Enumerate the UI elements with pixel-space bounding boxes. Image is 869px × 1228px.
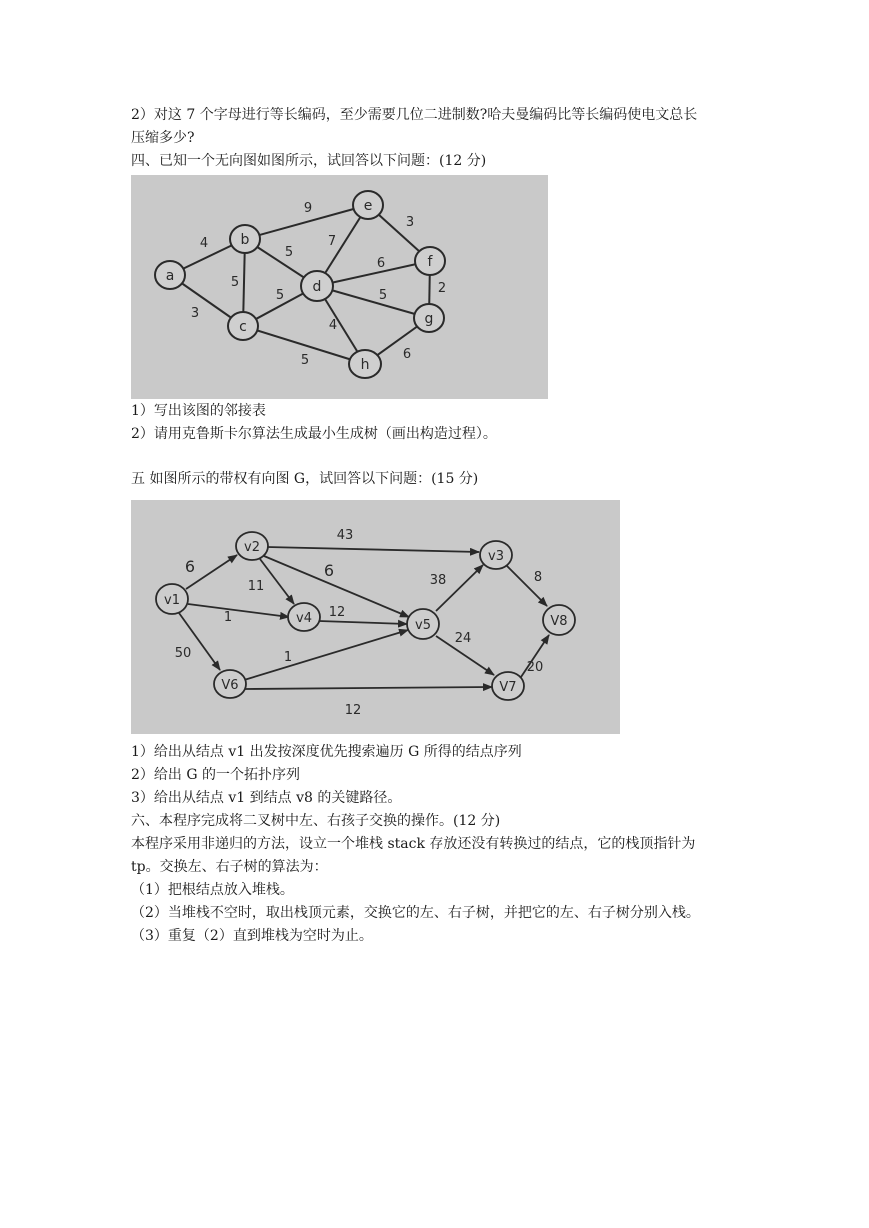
q5-title: 五 如图所示的带权有向图 G，试回答以下问题：(15 分) xyxy=(131,471,479,487)
weight-dh: 4 xyxy=(328,318,338,333)
weight-v5-v7: 24 xyxy=(454,631,472,646)
weight-fg: 2 xyxy=(437,281,447,296)
node-g-label: g xyxy=(424,311,434,327)
q6-title: 六、本程序完成将二叉树中左、右孩子交换的操作。(12 分) xyxy=(131,813,501,829)
q3-part2-line2: 压缩多少? xyxy=(131,130,195,146)
q4-title: 四、已知一个无向图如图所示，试回答以下问题：(12 分) xyxy=(131,153,487,169)
weight-ch: 5 xyxy=(300,353,310,368)
node-v2-label: v2 xyxy=(244,540,260,555)
weight-gh: 6 xyxy=(402,347,412,362)
node-h-label: h xyxy=(360,357,370,373)
q4-part1: 1）写出该图的邻接表 xyxy=(131,403,266,419)
directed-graph-svg xyxy=(131,500,620,734)
weight-v1-v6: 50 xyxy=(174,646,192,661)
q5-part3: 3）给出从结点 v1 到结点 v8 的关键路径。 xyxy=(131,790,402,806)
q5-part1: 1）给出从结点 v1 出发按深度优先搜索遍历 G 所得的结点序列 xyxy=(131,744,522,760)
weight-v2-v4: 11 xyxy=(247,579,265,594)
weight-be: 9 xyxy=(303,201,313,216)
q6-step3: （3）重复（2）直到堆栈为空时为止。 xyxy=(131,928,373,944)
edge-v6-v5 xyxy=(244,630,408,680)
weight-v2-v5: 6 xyxy=(323,561,335,580)
node-v5-label: v5 xyxy=(415,618,431,633)
weight-v7-v8: 20 xyxy=(526,660,544,675)
edge-v5-v3 xyxy=(436,565,483,611)
directed-graph-figure xyxy=(131,500,620,734)
node-a-label: a xyxy=(165,268,175,284)
weight-v3-v8: 8 xyxy=(533,570,543,585)
edge-v2-v3 xyxy=(267,547,479,552)
weight-ef: 3 xyxy=(405,215,415,230)
edge-df xyxy=(317,261,430,286)
weight-v1-v2: 6 xyxy=(184,557,196,576)
node-v3-label: v3 xyxy=(488,549,504,564)
q5-part2: 2）给出 G 的一个拓扑序列 xyxy=(131,767,300,783)
weight-de: 7 xyxy=(327,234,337,249)
node-d-label: d xyxy=(312,279,322,295)
weight-v2-v3: 43 xyxy=(336,528,354,543)
q6-paragraph-line1: 本程序采用非递归的方法，设立一个堆栈 stack 存放还没有转换过的结点，它的栈顶指针为 xyxy=(131,836,696,852)
weight-v4-v5: 12 xyxy=(328,605,346,620)
q6-paragraph-line2: tp。交换左、右子树的算法为： xyxy=(131,859,328,875)
node-v1-label: v1 xyxy=(164,593,180,608)
node-v8-label: V8 xyxy=(550,614,568,629)
q6-step2: （2）当堆栈不空时，取出栈顶元素，交换它的左、右子树，并把它的左、右子树分别入栈。 xyxy=(131,905,700,921)
weight-bc: 5 xyxy=(230,275,240,290)
weight-v1-v4: 1 xyxy=(223,610,233,625)
undirected-graph-svg xyxy=(131,175,548,399)
weight-v6-v5: 1 xyxy=(283,650,293,665)
edge-v1-v6 xyxy=(179,613,220,670)
node-f-label: f xyxy=(427,254,433,270)
weight-cd: 5 xyxy=(275,288,285,303)
q4-part2: 2）请用克鲁斯卡尔算法生成最小生成树（画出构造过程）。 xyxy=(131,426,497,442)
weight-v6-v7: 12 xyxy=(344,703,362,718)
weight-bd: 5 xyxy=(284,245,294,260)
edge-v6-v7 xyxy=(245,687,492,689)
edge-v4-v5 xyxy=(319,621,407,624)
node-v6-label: V6 xyxy=(221,678,239,693)
node-b-label: b xyxy=(240,232,250,248)
node-c-label: c xyxy=(239,319,247,335)
node-e-label: e xyxy=(363,198,373,214)
node-v7-label: V7 xyxy=(499,680,517,695)
weight-ac: 3 xyxy=(190,306,200,321)
weight-df: 6 xyxy=(376,256,386,271)
node-v4-label: v4 xyxy=(296,611,312,626)
weight-dg: 5 xyxy=(378,288,388,303)
q3-part2-line1: 2）对这 7 个字母进行等长编码，至少需要几位二进制数?哈夫曼编码比等长编码使电文总长 xyxy=(131,107,698,123)
q6-step1: （1）把根结点放入堆栈。 xyxy=(131,882,294,898)
edge-v1-v4 xyxy=(188,604,289,617)
weight-v5-v3: 38 xyxy=(429,573,447,588)
weight-ab: 4 xyxy=(199,236,209,251)
undirected-graph-figure xyxy=(131,175,548,399)
